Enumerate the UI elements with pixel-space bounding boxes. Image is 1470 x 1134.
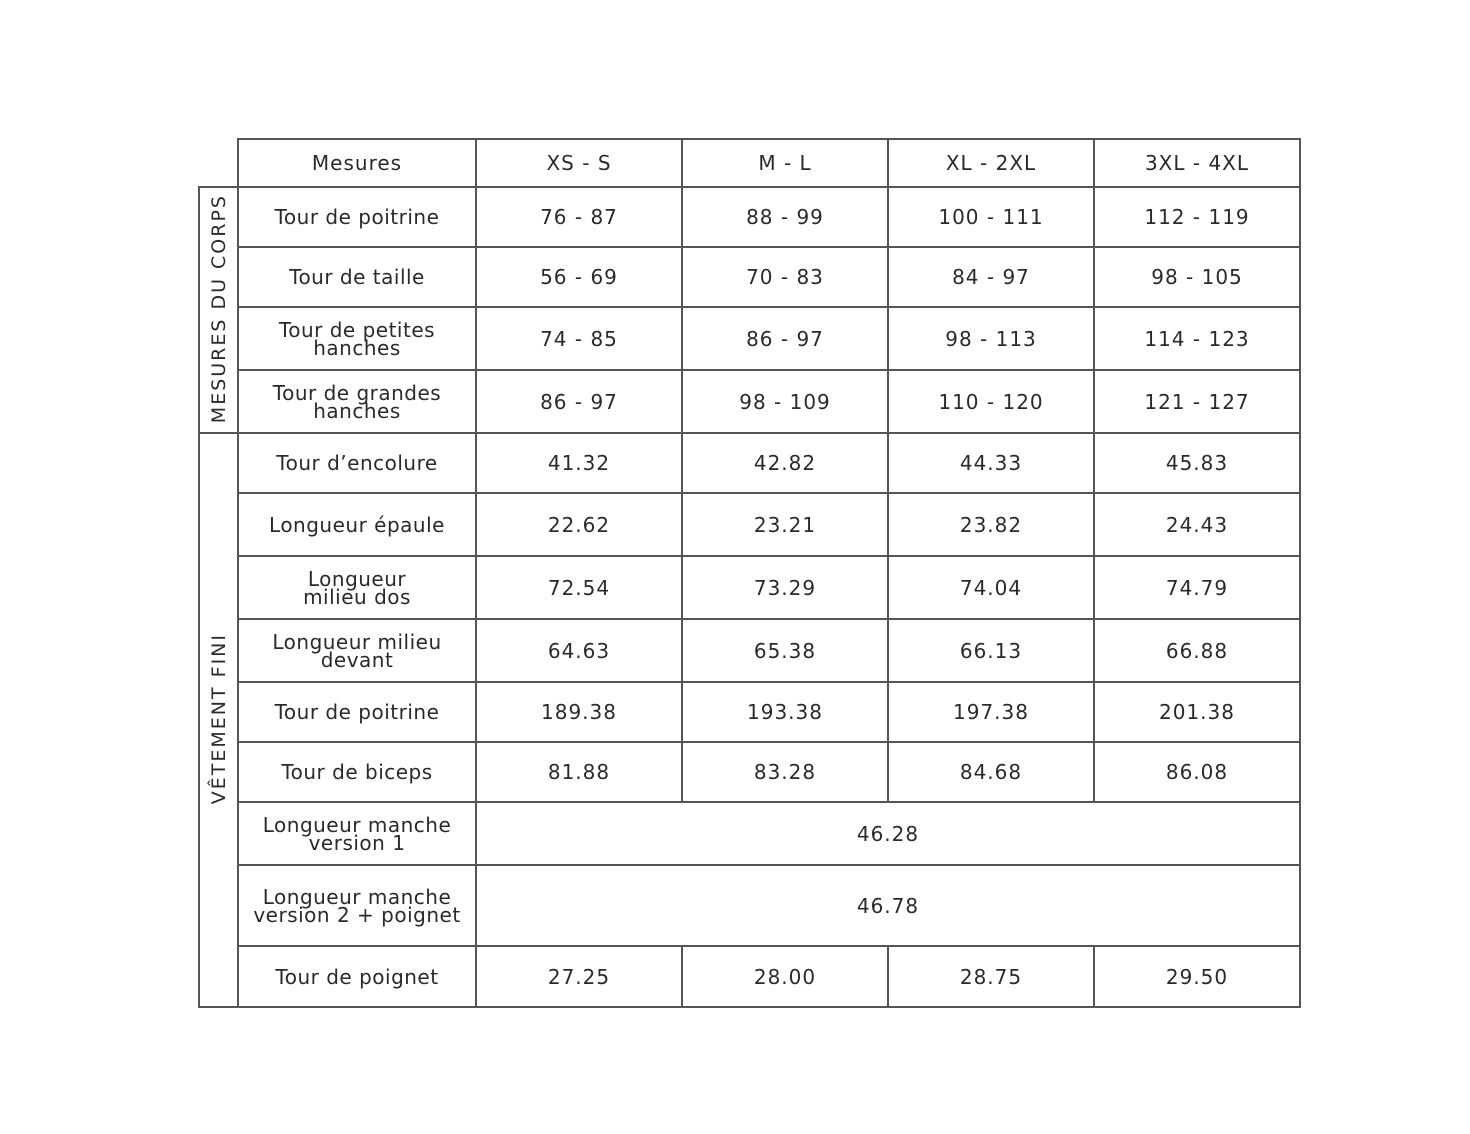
value-cell: 29.50	[1094, 946, 1300, 1007]
value-cell: 121 - 127	[1094, 370, 1300, 433]
value-cell: 64.63	[476, 619, 682, 682]
value-cell: 72.54	[476, 556, 682, 619]
value-cell: 74.04	[888, 556, 1094, 619]
value-cell: 41.32	[476, 433, 682, 493]
value-cell-merged: 46.28	[476, 802, 1300, 865]
row-label-line: Tour d’encolure	[276, 451, 438, 475]
value-cell: 197.38	[888, 682, 1094, 742]
group-label-cell	[199, 433, 238, 1007]
corner-cell	[199, 139, 238, 187]
value-cell: 86 - 97	[476, 370, 682, 433]
value-cell: 73.29	[682, 556, 888, 619]
row-label-line: Longueur manche	[262, 884, 452, 909]
table-row	[199, 433, 1300, 493]
row-label-line: hanches	[313, 398, 401, 423]
row-label	[238, 742, 476, 802]
table-row	[199, 742, 1300, 802]
value-cell: 66.13	[888, 619, 1094, 682]
value-cell: 98 - 105	[1094, 247, 1300, 307]
table-row	[199, 247, 1300, 307]
row-label-line: Longueur manche	[262, 812, 452, 837]
value-cell: 81.88	[476, 742, 682, 802]
value-cell: 28.00	[682, 946, 888, 1007]
table-row	[199, 370, 1300, 433]
row-label-line: Tour de poignet	[275, 964, 439, 989]
value-cell: 23.82	[888, 493, 1094, 556]
value-cell: 74 - 85	[476, 307, 682, 370]
value-cell: 70 - 83	[682, 247, 888, 307]
header-row	[199, 139, 1300, 187]
value-cell: 44.33	[888, 433, 1094, 493]
value-cell: 66.88	[1094, 619, 1300, 682]
value-cell: 84 - 97	[888, 247, 1094, 307]
value-cell: 86 - 97	[682, 307, 888, 370]
row-label-line: hanches	[313, 335, 401, 360]
value-cell: 201.38	[1094, 682, 1300, 742]
row-label-line: Tour de grandes	[272, 380, 442, 405]
group-label-cell	[199, 187, 238, 433]
value-cell: 42.82	[682, 433, 888, 493]
row-label-line: milieu dos	[303, 584, 411, 609]
row-label-line: Tour de poitrine	[274, 205, 440, 229]
row-label-line: version 2 + poignet	[253, 902, 461, 927]
row-label-line: Tour de taille	[289, 265, 425, 289]
value-cell: 98 - 113	[888, 307, 1094, 370]
header-size: M - L	[682, 139, 888, 187]
table-row	[199, 682, 1300, 742]
group-label: MESURES DU CORPS	[207, 194, 230, 424]
table-row	[199, 556, 1300, 619]
value-cell: 22.62	[476, 493, 682, 556]
row-label-line: Tour de poitrine	[274, 700, 440, 724]
value-cell: 24.43	[1094, 493, 1300, 556]
row-label-line: Tour de biceps	[281, 760, 433, 784]
row-label-line: version 1	[308, 830, 406, 855]
table-row	[199, 307, 1300, 370]
row-label	[238, 370, 476, 433]
value-cell: 56 - 69	[476, 247, 682, 307]
table-row	[199, 802, 1300, 865]
row-label	[238, 946, 476, 1007]
row-label	[238, 556, 476, 619]
value-cell: 84.68	[888, 742, 1094, 802]
value-cell: 83.28	[682, 742, 888, 802]
header-size: XL - 2XL	[888, 139, 1094, 187]
value-cell: 45.83	[1094, 433, 1300, 493]
value-cell: 65.38	[682, 619, 888, 682]
row-label	[238, 187, 476, 247]
row-label	[238, 433, 476, 493]
value-cell: 88 - 99	[682, 187, 888, 247]
table-row	[199, 946, 1300, 1007]
value-cell: 114 - 123	[1094, 307, 1300, 370]
table-row	[199, 619, 1300, 682]
row-label-line: Longueur épaule	[269, 512, 445, 537]
group-label: VÊTEMENT FINI	[207, 633, 230, 805]
value-cell: 100 - 111	[888, 187, 1094, 247]
row-label	[238, 493, 476, 556]
table-row	[199, 187, 1300, 247]
row-label	[238, 802, 476, 865]
value-cell: 189.38	[476, 682, 682, 742]
value-cell: 86.08	[1094, 742, 1300, 802]
header-measures: Mesures	[238, 139, 476, 187]
row-label-line: Tour de petites	[278, 317, 436, 342]
header-size: XS - S	[476, 139, 682, 187]
table-row	[199, 865, 1300, 946]
value-cell: 27.25	[476, 946, 682, 1007]
row-label-line: Longueur	[307, 566, 407, 591]
value-cell: 98 - 109	[682, 370, 888, 433]
header-size: 3XL - 4XL	[1094, 139, 1300, 187]
value-cell: 193.38	[682, 682, 888, 742]
value-cell: 112 - 119	[1094, 187, 1300, 247]
row-label	[238, 619, 476, 682]
row-label-line: devant	[320, 647, 394, 672]
table-row	[199, 493, 1300, 556]
value-cell: 23.21	[682, 493, 888, 556]
value-cell: 110 - 120	[888, 370, 1094, 433]
value-cell: 28.75	[888, 946, 1094, 1007]
size-chart-table	[198, 138, 1301, 1008]
value-cell-merged: 46.78	[476, 865, 1300, 946]
row-label-line: Longueur milieu	[272, 629, 442, 654]
row-label	[238, 865, 476, 946]
value-cell: 74.79	[1094, 556, 1300, 619]
row-label	[238, 682, 476, 742]
value-cell: 76 - 87	[476, 187, 682, 247]
row-label	[238, 247, 476, 307]
row-label	[238, 307, 476, 370]
